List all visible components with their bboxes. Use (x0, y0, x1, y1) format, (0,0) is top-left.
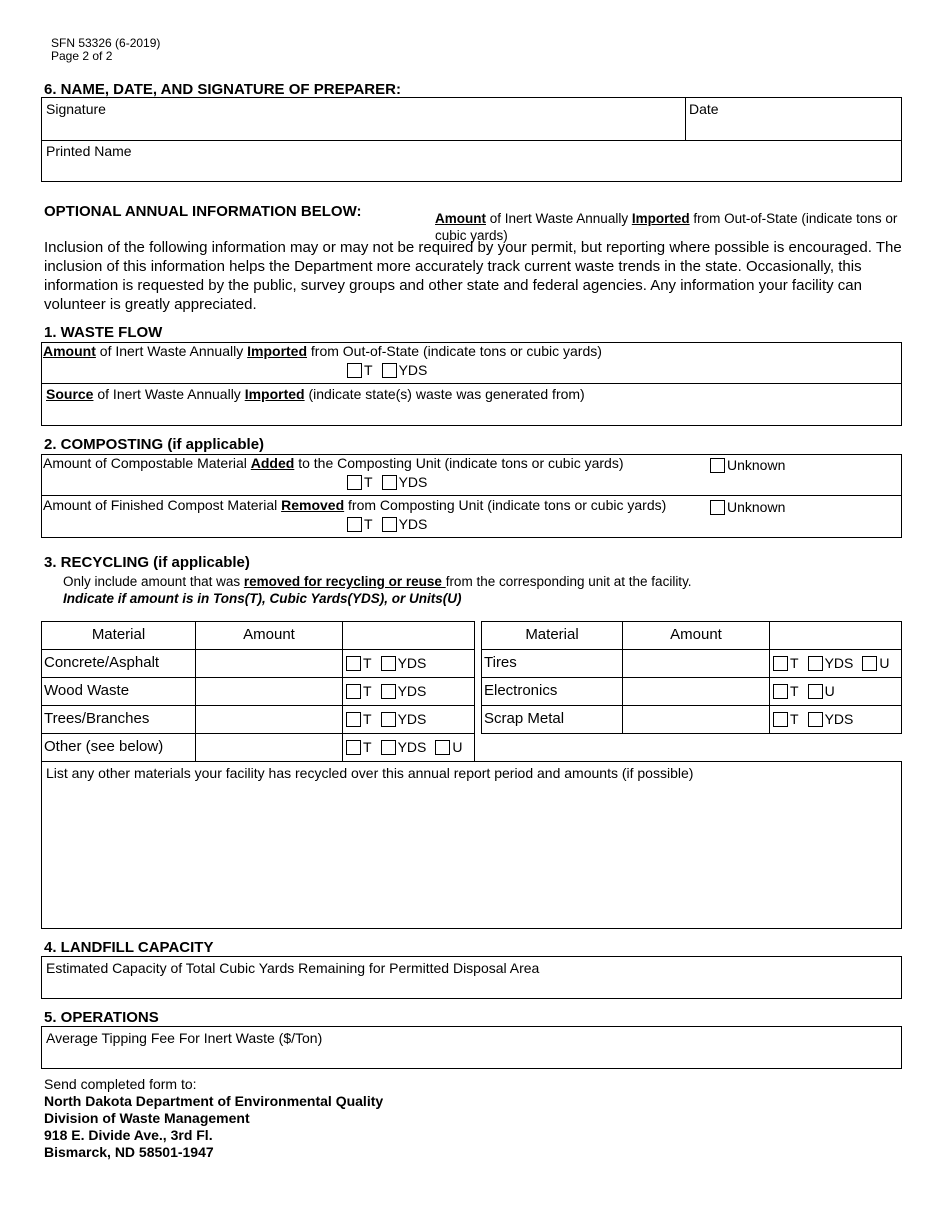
composting-box (41, 454, 902, 538)
unit-label: T (790, 711, 799, 727)
waste-flow-box (41, 342, 902, 426)
preparer-box (41, 97, 902, 182)
t-checkbox[interactable] (773, 712, 788, 727)
compost-added-unit-checkboxes: T YDS (347, 473, 427, 491)
t-checkbox[interactable] (346, 712, 361, 727)
unit-label: T (363, 655, 372, 671)
material-cell: Trees/Branches (41, 705, 196, 734)
amount-input[interactable] (195, 649, 343, 678)
yds-checkbox[interactable] (381, 684, 396, 699)
material-cell: Wood Waste (41, 677, 196, 706)
yds-checkbox[interactable] (382, 363, 397, 378)
unit-label: YDS (824, 655, 854, 671)
amount-input[interactable] (195, 705, 343, 734)
t-checkbox[interactable] (346, 684, 361, 699)
amount-input[interactable] (622, 677, 770, 706)
page-number: Page 2 of 2 (51, 49, 113, 63)
material-cell: Tires (481, 649, 623, 678)
amount-input[interactable] (195, 733, 343, 762)
unit-checkboxes (342, 705, 475, 734)
yds-checkbox[interactable] (808, 712, 823, 727)
t-checkbox[interactable] (346, 656, 361, 671)
t-checkbox[interactable] (773, 656, 788, 671)
amount-input[interactable] (622, 649, 770, 678)
waste-flow-unit-checkboxes: T YDS (347, 361, 427, 379)
tipping-fee-label: Average Tipping Fee For Inert Waste ($/Ton) (46, 1030, 323, 1046)
left-col-material-header: Material (41, 621, 196, 650)
waste-flow-source-label: Source of Inert Waste Annually Imported (indicate state(s) waste was generated from) (46, 386, 585, 402)
unit-label: U (824, 683, 835, 699)
operations-title: 5. OPERATIONS (44, 1009, 159, 1026)
date-field[interactable]: Date (689, 101, 719, 117)
yds-checkbox[interactable] (808, 656, 823, 671)
compost-added-unknown: Unknown (710, 456, 785, 474)
yds-checkbox[interactable] (382, 517, 397, 532)
unit-label: YDS (397, 655, 427, 671)
compost-added-label: Amount of Compostable Material Added to the Composting Unit (indicate tons or cubic yards) (43, 455, 624, 471)
amount-input[interactable] (622, 705, 770, 734)
other-materials-label: List any other materials your facility has recycled over this annual report period and amounts (if possible) (46, 765, 694, 781)
tipping-fee-field[interactable] (41, 1026, 902, 1069)
send-to-label: Send completed form to: (44, 1076, 197, 1092)
material-cell: Electronics (481, 677, 623, 706)
unknown-checkbox[interactable] (710, 458, 725, 473)
unit-checkboxes (769, 649, 902, 678)
waste-flow-title: 1. WASTE FLOW (44, 324, 163, 341)
printed-name-field[interactable]: Printed Name (46, 143, 132, 159)
unit-label: T (790, 683, 799, 699)
address-line-1: North Dakota Department of Environmental Quality (44, 1093, 384, 1109)
yds-checkbox[interactable] (381, 740, 396, 755)
unit-label: YDS (397, 739, 427, 755)
unit-checkboxes (769, 705, 902, 734)
compost-removed-unknown: Unknown (710, 498, 785, 516)
unit-label: T (363, 683, 372, 699)
yds-checkbox[interactable] (381, 656, 396, 671)
recycling-note: Only include amount that was removed for recycling or reuse from the corresponding unit at the facility. (63, 574, 692, 589)
unit-label: T (363, 711, 372, 727)
unit-checkboxes (769, 677, 902, 706)
optional-overlay-text: Amount of Inert Waste Annually Imported from Out-of-State (indicate tons or cubic yards) (435, 211, 898, 243)
unit-label: T (363, 739, 372, 755)
signature-field[interactable]: Signature (46, 101, 106, 117)
landfill-capacity-field[interactable] (41, 956, 902, 999)
unit-label: U (879, 655, 890, 671)
landfill-title: 4. LANDFILL CAPACITY (44, 939, 214, 956)
material-cell: Other (see below) (41, 733, 196, 762)
t-checkbox[interactable] (347, 475, 362, 490)
u-checkbox[interactable] (862, 656, 877, 671)
composting-title: 2. COMPOSTING (if applicable) (44, 436, 265, 453)
unit-label: YDS (397, 683, 427, 699)
address-line-3: 918 E. Divide Ave., 3rd Fl. (44, 1127, 213, 1143)
material-cell: Scrap Metal (481, 705, 623, 734)
amount-input[interactable] (195, 677, 343, 706)
unit-checkboxes (342, 677, 475, 706)
section6-title: 6. NAME, DATE, AND SIGNATURE OF PREPARER: (44, 81, 401, 98)
unknown-checkbox[interactable] (710, 500, 725, 515)
waste-flow-amount-label: Amount of Inert Waste Annually Imported from Out-of-State (indicate tons or cubic yards) (43, 343, 602, 359)
left-col-amount-header: Amount (195, 621, 343, 650)
u-checkbox[interactable] (808, 684, 823, 699)
optional-title: OPTIONAL ANNUAL INFORMATION BELOW: (44, 203, 362, 220)
right-col-material-header: Material (481, 621, 623, 650)
t-checkbox[interactable] (346, 740, 361, 755)
yds-checkbox[interactable] (381, 712, 396, 727)
address-line-4: Bismarck, ND 58501-1947 (44, 1144, 214, 1160)
optional-paragraph: Inclusion of the following information may or may not be required by your permit, but reporting where possible is encouraged. The inclusion of this information helps the Department more accurately track current waste trends in the state. Occasionally, this information is requested by the public, survey groups and other state and federal agencies. Any information your facility can volunteer is greatly appreciated. (44, 239, 902, 313)
right-col-unit-header (769, 621, 902, 650)
form-number: SFN 53326 (6-2019) (51, 36, 161, 50)
address-line-2: Division of Waste Management (44, 1110, 250, 1126)
unit-checkboxes (342, 733, 475, 762)
compost-removed-unit-checkboxes: T YDS (347, 515, 427, 533)
recycling-title: 3. RECYCLING (if applicable) (44, 554, 250, 571)
t-checkbox[interactable] (347, 363, 362, 378)
left-col-unit-header (342, 621, 475, 650)
landfill-capacity-label: Estimated Capacity of Total Cubic Yards Remaining for Permitted Disposal Area (46, 960, 540, 976)
u-checkbox[interactable] (435, 740, 450, 755)
t-checkbox[interactable] (347, 517, 362, 532)
recycling-units-note: Indicate if amount is in Tons(T), Cubic Yards(YDS), or Units(U) (63, 591, 462, 606)
other-materials-box[interactable] (41, 761, 902, 929)
yds-checkbox[interactable] (382, 475, 397, 490)
unit-label: T (790, 655, 799, 671)
unit-label: U (452, 739, 463, 755)
right-col-amount-header: Amount (622, 621, 770, 650)
compost-removed-label: Amount of Finished Compost Material Removed from Composting Unit (indicate tons or cubic yards) (43, 497, 667, 513)
material-cell: Concrete/Asphalt (41, 649, 196, 678)
unit-label: YDS (397, 711, 427, 727)
t-checkbox[interactable] (773, 684, 788, 699)
unit-checkboxes (342, 649, 475, 678)
unit-label: YDS (824, 711, 854, 727)
